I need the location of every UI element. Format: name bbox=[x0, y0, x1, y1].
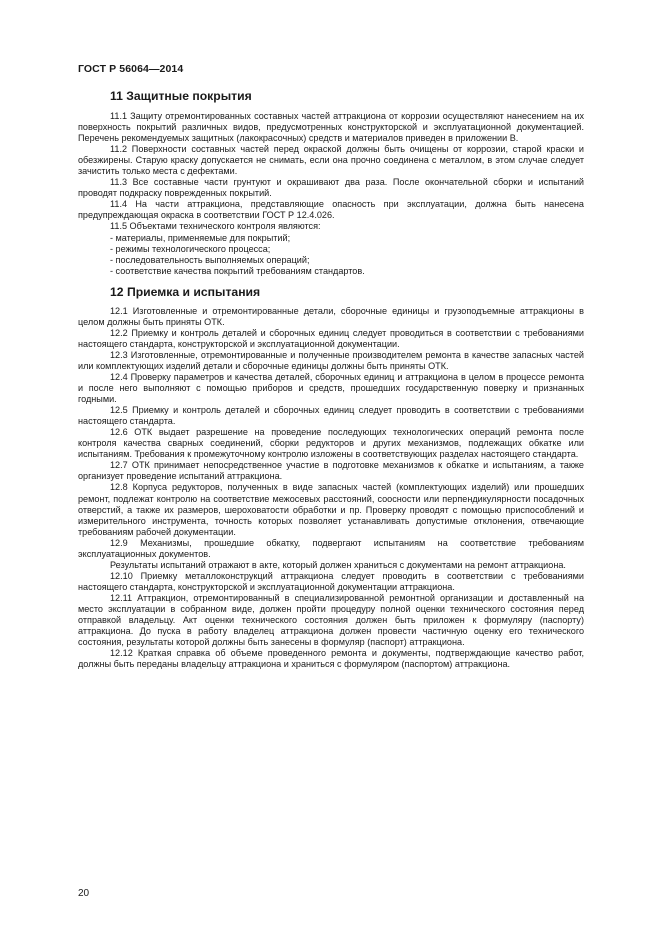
paragraph-11-5: 11.5 Объектами технического контроля являются: bbox=[110, 221, 321, 232]
paragraph-12-7: 12.7 ОТК принимает непосредственное участие в подготовке механизмов к обкатке и испытаниям, а также организует проведение испытаний аттракциона. bbox=[78, 460, 584, 482]
section-12-title: 12 Приемка и испытания bbox=[110, 284, 261, 299]
paragraph-11-4: 11.4 На части аттракциона, представляющие опасность при эксплуатации, должна быть нанесена предупреждающая окраска в соответствии ГОСТ Р 12.4.026. bbox=[78, 199, 584, 221]
list-item: - материалы, применяемые для покрытий; bbox=[110, 232, 291, 243]
paragraph-11-3: 11.3 Все составные части грунтуют и окрашивают два раза. После окончательной сборки и испытаний проводят подкраску поврежденных покрытий. bbox=[78, 177, 584, 199]
list-item: - режимы технологического процесса; bbox=[110, 243, 271, 254]
paragraph-12-10: 12.10 Приемку металлоконструкций аттракциона следует проводить в соответствии с требованиями настоящего стандарта, конструкторской и эксплуатационной документации аттракциона. bbox=[78, 570, 584, 592]
paragraph-12-6: 12.6 ОТК выдает разрешение на проведение последующих технологических операций ремонта после контроля качества сварных соединений, сборки редукторов и других механизмов, подлежащих обкатке или испытаниям. Требования к промежуточному контролю изложены в соответствующих разделах настоящего стандарта. bbox=[78, 427, 584, 460]
paragraph-12-11: 12.11 Аттракцион, отремонтированный в специализированной ремонтной организации и доставленный на место эксплуатации в собранном виде, должен пройти процедуру полной оценки технического состояния перед отправкой владельцу. Акт оценки технического состояния должен быть приложен к формуляру (паспорту) аттракциона. До пуска в работу владелец аттракциона должен провести частичную оценку его технического состояния, результаты которой должны быть занесены в формуляр (паспорт) аттракциона. bbox=[78, 592, 584, 648]
page-content bbox=[78, 86, 584, 670]
paragraph-11-1: 11.1 Защиту отремонтированных составных частей аттракциона от коррозии осуществляют нанесением на их поверхность покрытий различных видов, предусмотренных конструкторской и эксплуатационной документацией. Перечень рекомендуемых защитных (лакокрасочных) средств и материалов приведен в приложении В. bbox=[78, 111, 584, 144]
paragraph-12-2: 12.2 Приемку и контроль деталей и сборочных единиц следует проводиться в соответствии с требованиями настоящего стандарта, конструкторской и эксплуатационной документации. bbox=[78, 327, 584, 349]
standard-header: ГОСТ Р 56064—2014 bbox=[78, 63, 184, 75]
paragraph-11-2: 11.2 Поверхности составных частей перед окраской должны быть очищены от коррозии, старой краски и обезжирены. Старую краску допускается не снимать, если она прочно соединена с металлом, в этом случае следует зачистить только места с дефектами. bbox=[78, 144, 584, 177]
section-11-title: 11 Защитные покрытия bbox=[110, 89, 252, 103]
list-item: - соответствие качества покрытий требованиям стандартов. bbox=[110, 265, 365, 276]
paragraph-12-12: 12.12 Краткая справка об объеме проведенного ремонта и документы, подтверждающие качество работ, должны быть переданы владельцу аттракциона и храниться с формуляром (паспортом) аттракциона. bbox=[78, 648, 584, 670]
page-number: 20 bbox=[78, 888, 90, 899]
paragraph-12-9: 12.9 Механизмы, прошедшие обкатку, подвергают испытаниям на соответствие требованиям эксплуатационных документов. bbox=[78, 537, 584, 559]
paragraph-12-5: 12.5 Приемку и контроль деталей и сборочных единиц следует проводить в соответствии с требованиями настоящего стандарта. bbox=[78, 405, 584, 427]
list-item: - последовательность выполняемых операций; bbox=[110, 254, 310, 265]
paragraph-12-8: 12.8 Корпуса редукторов, полученных в виде запасных частей (комплектующих изделий) или прошедших ремонт, подлежат контролю на соответствие межосевых расстояний, соосности или перпендикулярности посадочных отверстий, а также их размеров, шероховатости обработки и пр. Проверку проводят с помощью приспособлений и измерительного инструмента, точность которых позволяет устанавливать допустимые отклонения, отвечающие требованиям рабочей документации. bbox=[78, 482, 584, 537]
paragraph-12-4: 12.4 Проверку параметров и качества деталей, сборочных единиц и аттракциона в целом в процессе ремонта и после него выполняют с помощью приборов и средств, прошедших государственную поверку и признанных годными. bbox=[78, 371, 584, 405]
paragraph-12-9-results: Результаты испытаний отражают в акте, который должен храниться с документами на ремонт аттракциона. bbox=[110, 559, 566, 570]
paragraph-12-3: 12.3 Изготовленные, отремонтированные и полученные производителем ремонта в качестве запасных частей или комплектующих изделий детали и сборочные единицы должны быть приняты ОТК. bbox=[78, 349, 584, 371]
paragraph-12-1: 12.1 Изготовленные и отремонтированные детали, сборочные единицы и грузоподъемные аттракционы в целом должны быть приняты ОТК. bbox=[78, 305, 584, 327]
